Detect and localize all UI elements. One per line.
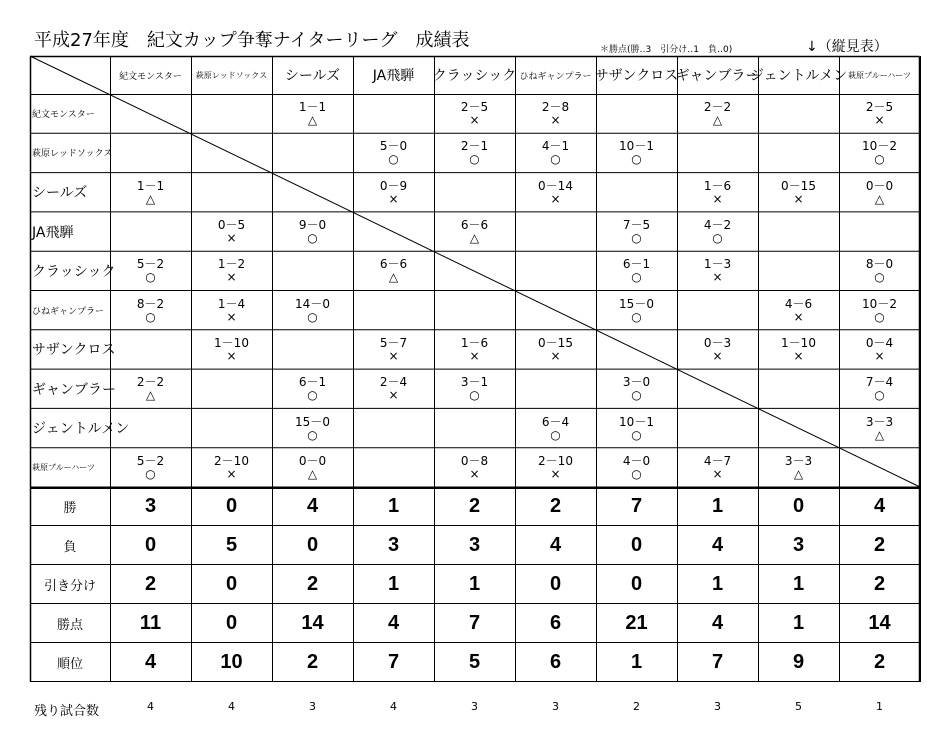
result-mark: × (388, 348, 399, 363)
score: 0－4 (865, 335, 894, 350)
score: 7－4 (865, 375, 894, 390)
result-mark: ○ (307, 231, 318, 246)
result-mark: × (793, 309, 804, 324)
result-cell (110, 448, 191, 487)
standings-table (30, 487, 920, 682)
score: 1－3 (703, 257, 732, 272)
results-grid (30, 56, 920, 487)
result-cell (272, 369, 353, 408)
result-mark: × (793, 191, 804, 206)
result-mark: ○ (631, 270, 642, 285)
result-mark: × (874, 348, 885, 363)
score: 5－0 (379, 139, 408, 154)
result-cell (353, 369, 434, 408)
stat-value: 2 (306, 573, 319, 595)
stat-value: 2 (306, 651, 319, 673)
result-mark: × (469, 113, 480, 128)
stat-value: 4 (387, 612, 400, 634)
row-header: JA飛騨 (32, 224, 74, 241)
result-cell (839, 94, 920, 133)
score: 3－3 (865, 414, 894, 429)
score: 0－0 (865, 178, 894, 193)
result-mark: × (226, 348, 237, 363)
score: 5－2 (136, 257, 165, 272)
stat-value: 0 (225, 495, 238, 517)
result-mark: ○ (874, 388, 885, 403)
score: 10－2 (862, 139, 897, 154)
column-header: サザンクロス (594, 68, 679, 84)
score: 0－9 (379, 178, 408, 193)
result-mark: △ (793, 466, 804, 481)
stat-value: 14 (868, 612, 891, 634)
column-header: ジェントルメン (749, 68, 848, 84)
stat-value: 1 (711, 495, 724, 517)
result-mark: △ (307, 466, 318, 481)
scoring-note: ＊勝点(勝‥3 引分け‥1 負‥0) (600, 45, 733, 55)
score: 2－8 (541, 100, 570, 115)
row-header: ギャンブラー (32, 381, 116, 398)
stat-value: 5 (468, 651, 481, 673)
result-mark: △ (388, 270, 399, 285)
stat-value: 3 (387, 534, 400, 556)
result-cell (191, 330, 272, 369)
stat-value: 1 (711, 573, 724, 595)
stat-value: 3 (792, 534, 805, 556)
stat-value: 1 (387, 495, 400, 517)
result-cell (434, 133, 515, 172)
stat-value: 2 (144, 573, 157, 595)
score: 7－5 (622, 218, 651, 233)
result-cell (110, 369, 191, 408)
result-cell (596, 212, 677, 251)
stat-value: 0 (630, 534, 643, 556)
stat-value: 5 (225, 534, 238, 556)
result-cell (596, 448, 677, 487)
stat-label: 負 (63, 540, 77, 555)
result-mark: × (550, 191, 561, 206)
result-mark: △ (145, 191, 156, 206)
score: 4－6 (784, 296, 813, 311)
remaining-games-value: 4 (147, 700, 154, 713)
score: 1－10 (781, 335, 816, 350)
result-cell (677, 448, 758, 487)
row-header: クラッシック (32, 263, 116, 280)
result-cell (839, 251, 920, 290)
result-cell (758, 330, 839, 369)
score: 1－6 (703, 178, 732, 193)
result-cell (191, 448, 272, 487)
result-mark: × (469, 466, 480, 481)
result-mark: △ (874, 191, 885, 206)
stat-value: 0 (306, 534, 319, 556)
result-cell (434, 369, 515, 408)
result-mark: ○ (469, 152, 480, 167)
result-cell (839, 133, 920, 172)
score: 4－0 (622, 453, 651, 468)
score: 0－5 (217, 218, 246, 233)
result-mark: ○ (631, 152, 642, 167)
result-mark: ○ (145, 466, 156, 481)
score: 1－10 (214, 335, 249, 350)
result-cell (677, 330, 758, 369)
result-mark: ○ (631, 388, 642, 403)
stat-value: 3 (468, 534, 481, 556)
score: 1－4 (217, 296, 246, 311)
remaining-games-value: 3 (309, 700, 316, 713)
result-mark: ○ (631, 231, 642, 246)
score: 2－5 (865, 100, 894, 115)
score: 2－2 (703, 100, 732, 115)
result-mark: × (874, 113, 885, 128)
stat-value: 7 (711, 651, 724, 673)
score: 2－5 (460, 100, 489, 115)
score: 4－7 (703, 453, 732, 468)
score: 3－3 (784, 453, 813, 468)
result-cell (677, 251, 758, 290)
result-cell (596, 251, 677, 290)
score: 15－0 (619, 296, 654, 311)
result-cell (677, 212, 758, 251)
score: 10－1 (619, 139, 654, 154)
score: 8－0 (865, 257, 894, 272)
stat-value: 9 (792, 651, 805, 673)
result-cell (515, 408, 596, 447)
score: 2－10 (214, 453, 249, 468)
result-cell (434, 94, 515, 133)
result-cell (758, 291, 839, 330)
result-cell (515, 133, 596, 172)
remaining-games-value: 4 (390, 700, 397, 713)
result-cell (596, 408, 677, 447)
stat-label: 勝点 (56, 618, 83, 633)
result-mark: ○ (631, 427, 642, 442)
result-mark: × (388, 388, 399, 403)
score: 6－4 (541, 414, 570, 429)
column-header: 萩原ブルーハーツ (848, 70, 911, 80)
result-mark: △ (469, 231, 480, 246)
stat-value: 7 (387, 651, 400, 673)
stat-value: 2 (468, 495, 481, 517)
column-header: 萩原レッドソックス (195, 70, 268, 80)
result-cell (758, 173, 839, 212)
result-cell (839, 408, 920, 447)
read-direction-note: ↓（縦見表） (806, 39, 888, 55)
stat-value: 0 (630, 573, 643, 595)
result-cell (110, 173, 191, 212)
row-header: シールズ (32, 185, 88, 202)
result-cell (272, 291, 353, 330)
result-cell (596, 369, 677, 408)
stat-value: 7 (468, 612, 481, 634)
result-mark: × (226, 466, 237, 481)
result-mark: ○ (631, 309, 642, 324)
result-cell (353, 133, 434, 172)
score: 4－1 (541, 139, 570, 154)
result-mark: ○ (550, 152, 561, 167)
result-mark: ○ (307, 388, 318, 403)
remaining-games-value: 5 (795, 700, 802, 713)
result-mark: △ (712, 113, 723, 128)
stat-value: 0 (792, 495, 805, 517)
stat-value: 6 (549, 651, 562, 673)
result-mark: △ (145, 388, 156, 403)
row-header: 萩原レッドソックス (32, 149, 113, 160)
remaining-games-value: 4 (228, 700, 235, 713)
result-cell (839, 173, 920, 212)
stat-value: 6 (549, 612, 562, 634)
remaining-games-value: 3 (552, 700, 559, 713)
score: 3－0 (622, 375, 651, 390)
result-mark: ○ (469, 388, 480, 403)
stat-label: 引き分け (43, 579, 96, 594)
row-header: サザンクロス (32, 342, 116, 359)
result-mark: ○ (388, 152, 399, 167)
stat-value: 0 (225, 573, 238, 595)
score: 0－14 (538, 178, 573, 193)
result-cell (515, 330, 596, 369)
score: 0－0 (298, 453, 327, 468)
row-header: 萩原ブルーハーツ (32, 462, 95, 472)
stat-value: 3 (144, 495, 157, 517)
result-cell (353, 330, 434, 369)
score: 5－2 (136, 453, 165, 468)
result-mark: × (469, 348, 480, 363)
result-cell (272, 448, 353, 487)
stat-label: 順位 (56, 657, 83, 672)
result-mark: △ (307, 113, 318, 128)
stat-value: 2 (549, 495, 562, 517)
result-cell (110, 251, 191, 290)
result-cell (434, 212, 515, 251)
score: 10－1 (619, 414, 654, 429)
stat-value: 1 (792, 573, 805, 595)
stat-value: 4 (549, 534, 562, 556)
result-cell (839, 330, 920, 369)
result-cell (191, 291, 272, 330)
stat-value: 2 (873, 573, 886, 595)
column-header: シールズ (284, 68, 341, 84)
row-header: ジェントルメン (32, 421, 130, 438)
score: 8－2 (136, 296, 165, 311)
remaining-games-value: 2 (633, 700, 640, 713)
result-cell (677, 173, 758, 212)
result-mark: ○ (307, 309, 318, 324)
result-mark: ○ (631, 466, 642, 481)
score: 6－6 (379, 257, 408, 272)
stat-value: 4 (711, 612, 724, 634)
result-mark: ○ (550, 427, 561, 442)
stat-value: 7 (630, 495, 643, 517)
stat-value: 14 (301, 612, 324, 634)
stat-label: 勝 (63, 501, 77, 516)
result-cell (272, 408, 353, 447)
stat-value: 4 (306, 495, 319, 517)
stat-value: 2 (873, 651, 886, 673)
result-cell (353, 251, 434, 290)
stat-value: 4 (144, 651, 157, 673)
score: 0－15 (781, 178, 816, 193)
result-mark: × (388, 191, 399, 206)
result-mark: × (226, 309, 237, 324)
result-mark: × (550, 466, 561, 481)
result-mark: ○ (874, 152, 885, 167)
page-title: 平成27年度 紀文カップ争奪ナイターリーグ 成績表 (34, 30, 470, 51)
score: 2－10 (538, 453, 573, 468)
stat-value: 10 (220, 651, 243, 673)
remaining-games-value: 3 (714, 700, 721, 713)
score: 5－7 (379, 335, 408, 350)
stat-value: 11 (139, 612, 162, 634)
score: 4－2 (703, 218, 732, 233)
stat-value: 0 (549, 573, 562, 595)
result-cell (677, 94, 758, 133)
result-cell (515, 94, 596, 133)
result-cell (596, 133, 677, 172)
result-cell (434, 330, 515, 369)
result-mark: ○ (874, 270, 885, 285)
score: 6－6 (460, 218, 489, 233)
result-cell (353, 173, 434, 212)
score: 14－0 (295, 296, 330, 311)
score: 9－0 (298, 218, 327, 233)
result-cell (110, 291, 191, 330)
stat-value: 1 (387, 573, 400, 595)
result-mark: × (712, 191, 723, 206)
column-header: クラッシック (432, 68, 517, 84)
result-mark: × (712, 348, 723, 363)
result-mark: × (712, 466, 723, 481)
stat-value: 4 (711, 534, 724, 556)
stat-value: 1 (468, 573, 481, 595)
result-mark: ○ (712, 231, 723, 246)
stat-value: 1 (792, 612, 805, 634)
result-mark: × (712, 270, 723, 285)
result-mark: × (226, 270, 237, 285)
column-header: ギャンブラー (675, 68, 760, 84)
column-header: 紀文モンスター (119, 71, 182, 82)
score: 2－4 (379, 375, 408, 390)
score: 1－1 (298, 100, 327, 115)
column-header: ひねギャンプラー (519, 71, 592, 82)
remaining-games-value: 3 (471, 700, 478, 713)
score: 6－1 (298, 375, 327, 390)
score: 1－2 (217, 257, 246, 272)
remaining-games-value: 1 (876, 700, 883, 713)
result-mark: ○ (874, 309, 885, 324)
score: 10－2 (862, 296, 897, 311)
score: 0－8 (460, 453, 489, 468)
result-cell (515, 173, 596, 212)
score: 0－15 (538, 335, 573, 350)
score: 15－0 (295, 414, 330, 429)
result-cell (191, 251, 272, 290)
stat-value: 2 (873, 534, 886, 556)
stat-value: 0 (144, 534, 157, 556)
result-cell (839, 291, 920, 330)
remaining-games-label: 残り試合数 (34, 704, 100, 719)
result-mark: ○ (145, 309, 156, 324)
result-mark: × (226, 231, 237, 246)
result-cell (839, 369, 920, 408)
result-mark: × (550, 113, 561, 128)
column-header: JA飛騨 (372, 68, 415, 84)
score: 1－6 (460, 335, 489, 350)
result-mark: × (793, 348, 804, 363)
result-mark: ○ (145, 270, 156, 285)
result-cell (434, 448, 515, 487)
row-header: 紀文モンスター (32, 110, 95, 121)
result-mark: △ (874, 427, 885, 442)
result-cell (272, 94, 353, 133)
result-cell (758, 448, 839, 487)
stat-value: 4 (873, 495, 886, 517)
stat-value: 0 (225, 612, 238, 634)
result-mark: × (550, 348, 561, 363)
score: 2－1 (460, 139, 489, 154)
result-mark: ○ (307, 427, 318, 442)
result-cell (272, 212, 353, 251)
score: 3－1 (460, 375, 489, 390)
stat-value: 1 (630, 651, 643, 673)
score: 2－2 (136, 375, 165, 390)
result-cell (515, 448, 596, 487)
score: 0－3 (703, 335, 732, 350)
row-header: ひねギャンプラー (32, 306, 105, 317)
stat-value: 21 (625, 612, 648, 634)
score: 1－1 (136, 178, 165, 193)
result-cell (596, 291, 677, 330)
score: 6－1 (622, 257, 651, 272)
result-cell (191, 212, 272, 251)
